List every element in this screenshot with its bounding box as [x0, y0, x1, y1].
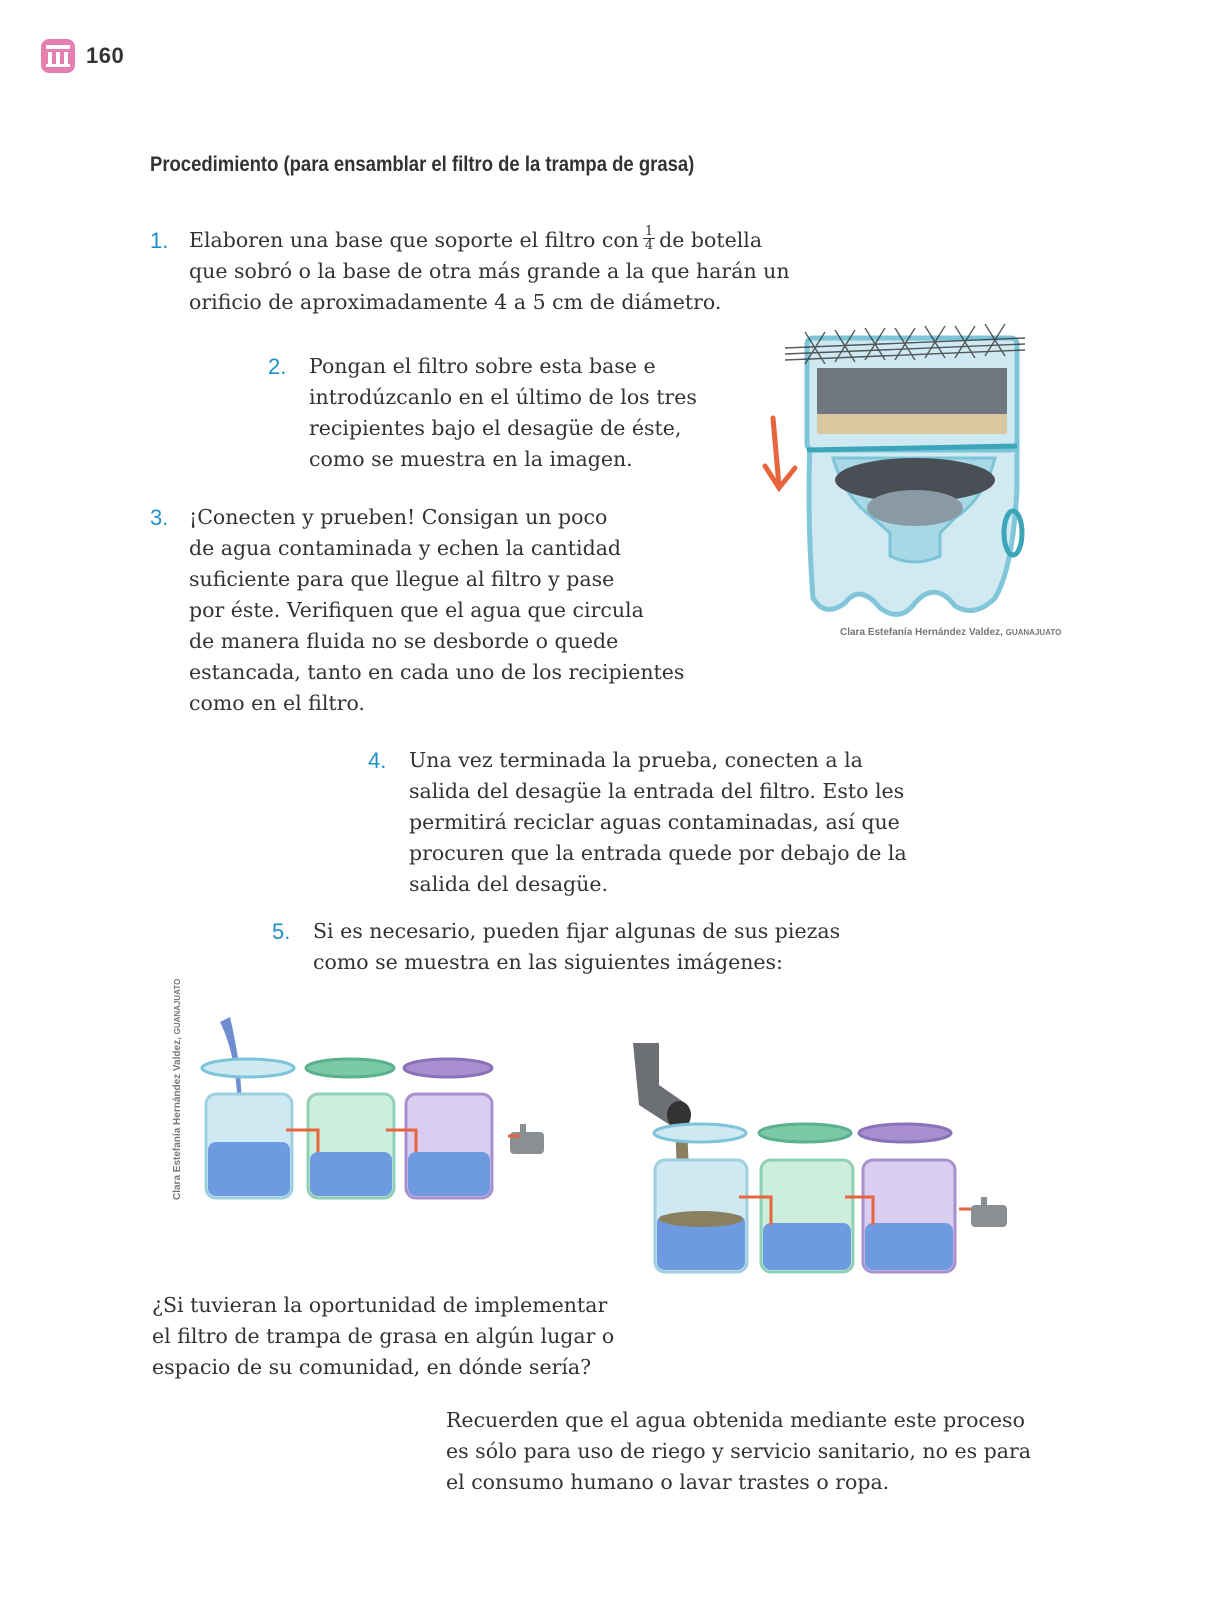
step-2-line: recipientes bajo el desagüe de éste, [309, 416, 682, 440]
step-5-number: 5. [272, 919, 291, 944]
containers-credit: Clara Estefanía Hernández Valdez, GUANAJUATO [172, 978, 183, 1200]
step-3-number: 3. [150, 505, 169, 530]
question-line: el filtro de trampa de grasa en algún lugar o [152, 1324, 615, 1348]
step-1-text-b: de botella [659, 228, 763, 252]
step-3-line: como en el filtro. [189, 691, 365, 715]
down-arrow-icon [765, 418, 795, 488]
illustration-credit: Clara Estefanía Hernández Valdez, GUANAJUATO [840, 627, 1062, 638]
step-5-line: como se muestra en las siguientes imágenes: [313, 950, 783, 974]
step-1-line-2: que sobró o la base de otra más grande a la que harán un [189, 259, 790, 283]
note-line: Recuerden que el agua obtenida mediante este proceso [446, 1408, 1025, 1432]
step-4-line: salida del desagüe. [409, 872, 609, 896]
step-4-number: 4. [368, 748, 387, 773]
reflection-question [152, 1290, 672, 1383]
faucet-icon [959, 1197, 1007, 1227]
step-4 [368, 745, 948, 900]
step-3-line: ¡Conecten y prueben! Consigan un poco [189, 505, 608, 529]
step-3-line: estancada, tanto en cada uno de los recipientes [189, 660, 685, 684]
step-3-line: por éste. Verifiquen que el agua que circula [189, 598, 644, 622]
step-4-line: Una vez terminada la prueba, conecten a la [409, 748, 863, 772]
pink-glyph-icon [40, 38, 76, 74]
step-3-line: de agua contaminada y echen la cantidad [189, 536, 622, 560]
fraction-one-quarter: $\frac{1}{4}$ [644, 224, 654, 253]
step-2-line: Pongan el filtro sobre esta base e [309, 354, 656, 378]
step-2 [268, 351, 738, 475]
step-5 [272, 916, 892, 978]
step-3-line: suficiente para que llegue al filtro y pase [189, 567, 615, 591]
step-4-line: permitirá reciclar aguas contaminadas, así que [409, 810, 900, 834]
note-line: es sólo para uso de riego y servicio sanitario, no es para [446, 1439, 1032, 1463]
step-1-number: 1. [150, 228, 169, 253]
note-line: el consumo humano o lavar trastes o ropa. [446, 1470, 890, 1494]
containers-illustration-left [190, 1012, 560, 1202]
section-heading: Procedimiento (para ensamblar el filtro de la trampa de grasa) [150, 153, 695, 176]
step-4-line: salida del desagüe la entrada del filtro. Esto les [409, 779, 905, 803]
step-2-number: 2. [268, 354, 287, 379]
step-2-line: como se muestra en la imagen. [309, 447, 633, 471]
faucet-icon [508, 1124, 544, 1154]
step-1-line-3: orificio de aproximadamente 4 a 5 cm de diámetro. [189, 290, 722, 314]
step-3 [150, 502, 730, 719]
pouring-pipe [633, 1043, 691, 1129]
question-line: ¿Si tuvieran la oportunidad de implementar [152, 1293, 608, 1317]
step-1-text-a: Elaboren una base que soporte el filtro con [189, 228, 639, 252]
step-3-line: de manera fluida no se desborde o quede [189, 629, 619, 653]
step-5-line: Si es necesario, pueden fijar algunas de sus piezas [313, 919, 841, 943]
usage-note [446, 1405, 1086, 1498]
containers-illustration-right [625, 1035, 1025, 1280]
step-2-line: introdúzcanlo en el último de los tres [309, 385, 697, 409]
step-4-line: procuren que la entrada quede por debajo de la [409, 841, 907, 865]
filter-illustration [755, 318, 1045, 628]
question-line: espacio de su comunidad, en dónde sería? [152, 1355, 592, 1379]
page-number: 160 [86, 43, 125, 68]
page-number-block [40, 38, 124, 74]
step-1 [150, 225, 830, 318]
